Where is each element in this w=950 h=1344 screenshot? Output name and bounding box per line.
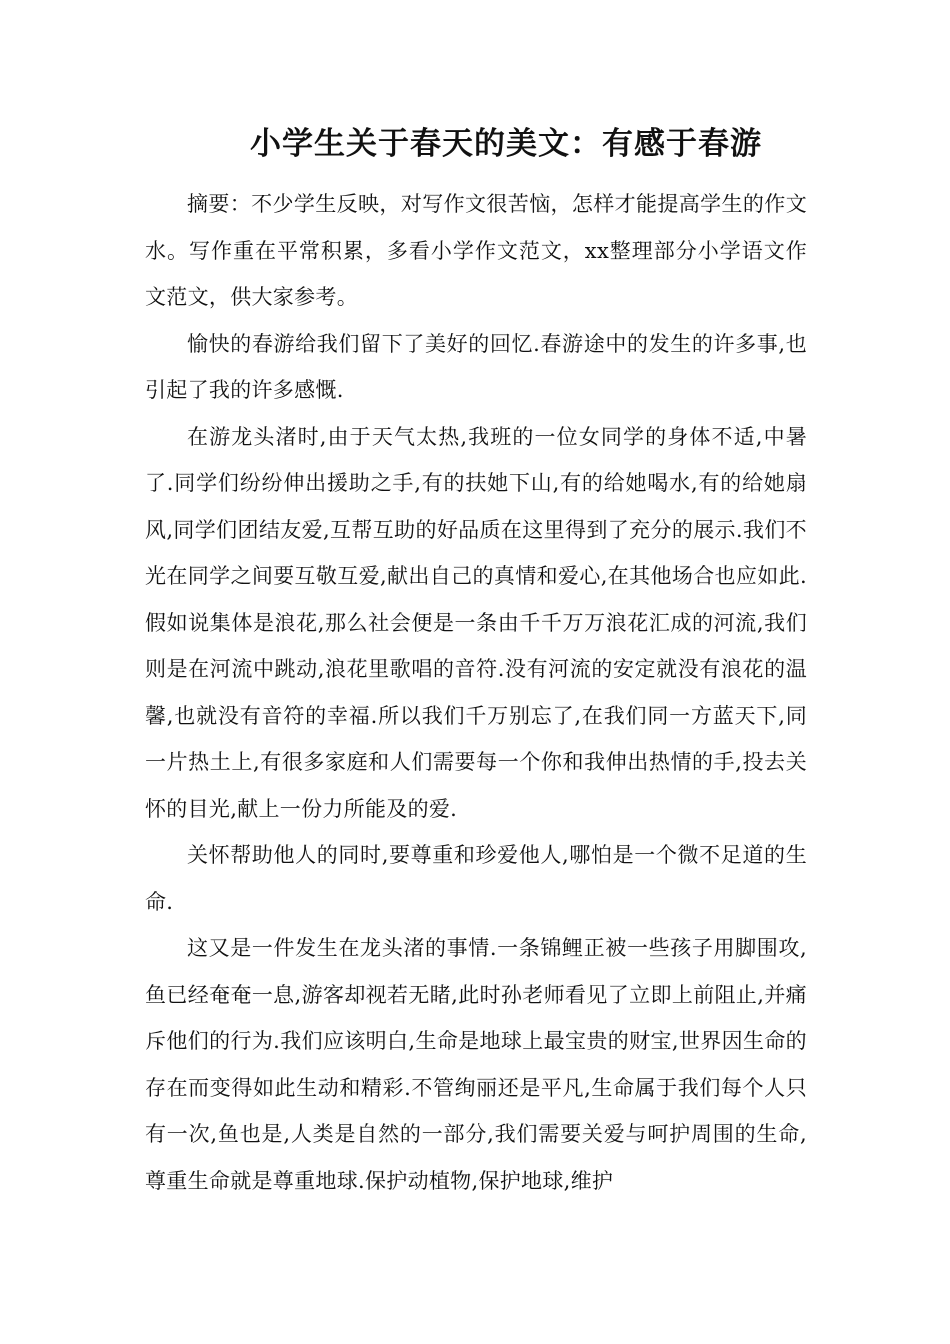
paragraph-abstract: 摘要：不少学生反映，对写作文很苦恼，怎样才能提高学生的作文水。写作重在平常积累，多看小学作文范文，xx整理部分小学语文作文范文，供大家参考。 <box>145 192 807 309</box>
paragraph-story-one: 在游龙头渚时,由于天气太热,我班的一位女同学的身体不适,中暑了.同学们纷纷伸出援助之手,有的扶她下山,有的给她喝水,有的给她扇风,同学们团结友爱,互帮互助的好品质在这里得到了充分的展示.我们不光在同学之间要互敬互爱,献出自己的真情和爱心,在其他场合也应如此.假如说集体是浪花,那么社会便是一条由千千万万浪花汇成的河流,我们则是在河流中跳动,浪花里歌唱的音符.没有河流的安定就没有浪花的温馨,也就没有音符的幸福.所以我们千万别忘了,在我们同一方蓝天下,同一片热土上,有很多家庭和人们需要每一个你和我伸出热情的手,投去关怀的目光,献上一份力所能及的爱. <box>145 424 807 821</box>
document-title: 小学生关于春天的美文：有感于春游 <box>250 126 762 162</box>
paragraph-transition: 关怀帮助他人的同时,要尊重和珍爱他人,哪怕是一个微不足道的生命. <box>145 843 807 914</box>
document-body <box>145 181 807 1204</box>
paragraph-intro: 愉快的春游给我们留下了美好的回忆.春游途中的发生的许多事,也引起了我的许多感慨. <box>145 331 807 402</box>
paragraph-story-two: 这又是一件发生在龙头渚的事情.一条锦鲤正被一些孩子用脚围攻,鱼已经奄奄一息,游客却视若无睹,此时孙老师看见了立即上前阻止,并痛斥他们的行为.我们应该明白,生命是地球上最宝贵的财宝,世界因生命的存在而变得如此生动和精彩.不管绚丽还是平凡,生命属于我们每个人只有一次,鱼也是,人类是自然的一部分,我们需要关爱与呵护周围的生命,尊重生命就是尊重地球.保护动植物,保护地球,维护 <box>145 936 807 1193</box>
